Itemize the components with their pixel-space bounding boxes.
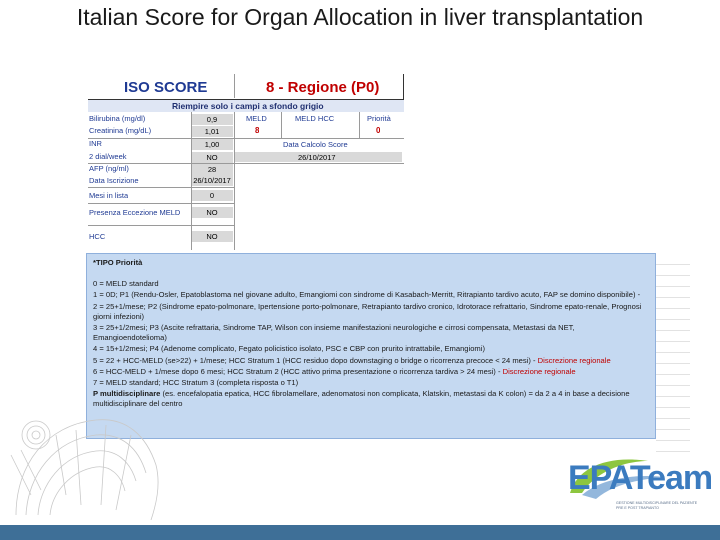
data-calcolo-value: 26/10/2017 xyxy=(298,153,336,162)
meld-hcc-label: MELD HCC xyxy=(295,114,335,123)
legend-lines xyxy=(93,279,649,409)
legend-line-text: 1 = 0D; P1 (Rendu-Osler, Epatoblastoma nel giovane adulto, Emangiomi con sindrome di Kasabach-Merritt, Ritrapianto tardivo acuto, FAP se domino disponibile) - xyxy=(93,290,641,300)
data-calcolo-label: Data Calcolo Score xyxy=(283,140,348,149)
legend-line-bold: P multidisciplinare xyxy=(93,389,161,399)
meld-value: 8 xyxy=(255,126,260,135)
row-label-bilirubina: Bilirubina (mg/dl) xyxy=(89,114,146,123)
legend-line-regional-note: Discrezione regionale xyxy=(502,366,576,376)
divider xyxy=(88,163,404,164)
row-label-afp: AFP (ng/ml) xyxy=(89,164,129,173)
row-label-eccezione-meld: Presenza Eccezione MELD xyxy=(89,208,181,217)
value-dialysis[interactable]: NO xyxy=(206,153,218,162)
priorita-label: Priorità xyxy=(367,114,391,123)
iso-score-title: ISO SCORE xyxy=(124,79,208,96)
epateam-logo xyxy=(568,455,713,520)
divider xyxy=(359,112,360,138)
value-mesi-lista[interactable]: 0 xyxy=(209,191,215,200)
row-label-mesi-lista: Mesi in lista xyxy=(89,191,129,200)
legend-line-text: 0 = MELD standard xyxy=(93,279,159,289)
priorita-value: 0 xyxy=(376,126,381,135)
legend-line xyxy=(93,356,649,366)
legend-line-text: 7 = MELD standard; HCC Stratum 3 (completa risposta o T1) xyxy=(93,378,299,388)
legend-line-regional-note: Discrezione regionale xyxy=(537,355,611,365)
value-inr[interactable]: 1,00 xyxy=(204,140,220,149)
value-creatinina[interactable]: 1,01 xyxy=(204,127,220,136)
fill-instructions: Riempire solo i campi a sfondo grigio xyxy=(172,101,324,111)
row-label-data-iscrizione: Data Iscrizione xyxy=(89,176,139,185)
row-label-inr: INR xyxy=(89,139,102,148)
divider xyxy=(403,74,404,100)
divider xyxy=(88,225,234,226)
value-data-iscrizione[interactable]: 26/10/2017 xyxy=(193,176,231,185)
legend-line-text: 5 = 22 + HCC-MELD (se>22) + 1/mese; HCC Stratum 1 (HCC residuo dopo downstaging o bridge o ricorrenza precoce < 24 mesi) - xyxy=(93,355,538,365)
slide-title: Italian Score for Organ Allocation in liver transplantation xyxy=(76,4,644,30)
footer-bar xyxy=(0,525,720,540)
priority-legend xyxy=(86,253,656,439)
divider xyxy=(88,187,234,188)
legend-line xyxy=(93,290,649,300)
legend-line xyxy=(93,367,649,377)
value-afp[interactable]: 28 xyxy=(207,165,217,174)
legend-line xyxy=(93,279,649,289)
legend-line-text: 6 = HCC-MELD + 1/mese dopo 6 mesi; HCC Stratum 2 (HCC attivo prima presentazione o ricorrenza tardiva > 24 mesi) - xyxy=(93,366,503,376)
divider xyxy=(88,203,234,204)
region-priority-title: 8 - Regione (P0) xyxy=(266,79,380,96)
legend-line xyxy=(93,378,649,388)
value-eccezione-meld[interactable]: NO xyxy=(206,208,218,217)
legend-line xyxy=(93,344,649,354)
row-label-creatinina: Creatinina (mg/dL) xyxy=(89,126,152,135)
legend-line xyxy=(93,323,649,343)
legend-line xyxy=(93,302,649,322)
legend-line-text: 2 = 25+1/mese; P2 (Sindrome epato-polmonare, Ipertensione porto-polmonare, Retrapianto tardivo cronico, Idrotorace refrattario, Sindrome epato-renale, Prognosi giorni infezioni) xyxy=(93,301,642,321)
divider xyxy=(88,138,404,139)
legend-line-text: (es. encefalopatia epatica, HCC fibrolamellare, adenomatosi non complicata, Klatskin, metastasi da K colon) = da 2 a 4 in base a decisione multidisciplinare del centro xyxy=(93,389,630,409)
legend-title: *TIPO Priorità xyxy=(93,258,143,267)
value-hcc[interactable]: NO xyxy=(206,232,218,241)
legend-line-text: 4 = 15+1/2mesi; P4 (Adenome complicato, Fegato policistico isolato, PSC e CBP con prurito intrattabile, Emangiomi) xyxy=(93,344,485,354)
liver-lobule-illustration xyxy=(6,395,166,520)
divider xyxy=(234,74,235,98)
divider xyxy=(234,112,235,250)
row-label-dialysis: 2 dial/week xyxy=(89,152,127,161)
spreadsheet-grid xyxy=(656,254,690,438)
legend-line xyxy=(93,389,649,409)
iso-score-sheet xyxy=(88,74,404,252)
divider xyxy=(281,112,282,138)
logo-text: EPATeam xyxy=(568,459,713,497)
legend-line-text: 3 = 25+1/2mesi; P3 (Ascite refrattaria, Sindrome TAP, Wilson con insieme manifestazioni neurologiche e cirrosi compensata, Metastasi da NET, Emangioendotelioma) xyxy=(93,323,575,343)
logo-subtitle: GESTIONE MULTIDISCIPLINARE DEL PAZIENTE PRE E POST TRAPIANTO xyxy=(616,501,698,510)
value-bilirubina[interactable]: 0,9 xyxy=(206,115,218,124)
row-label-hcc: HCC xyxy=(89,232,106,241)
meld-label: MELD xyxy=(246,114,267,123)
